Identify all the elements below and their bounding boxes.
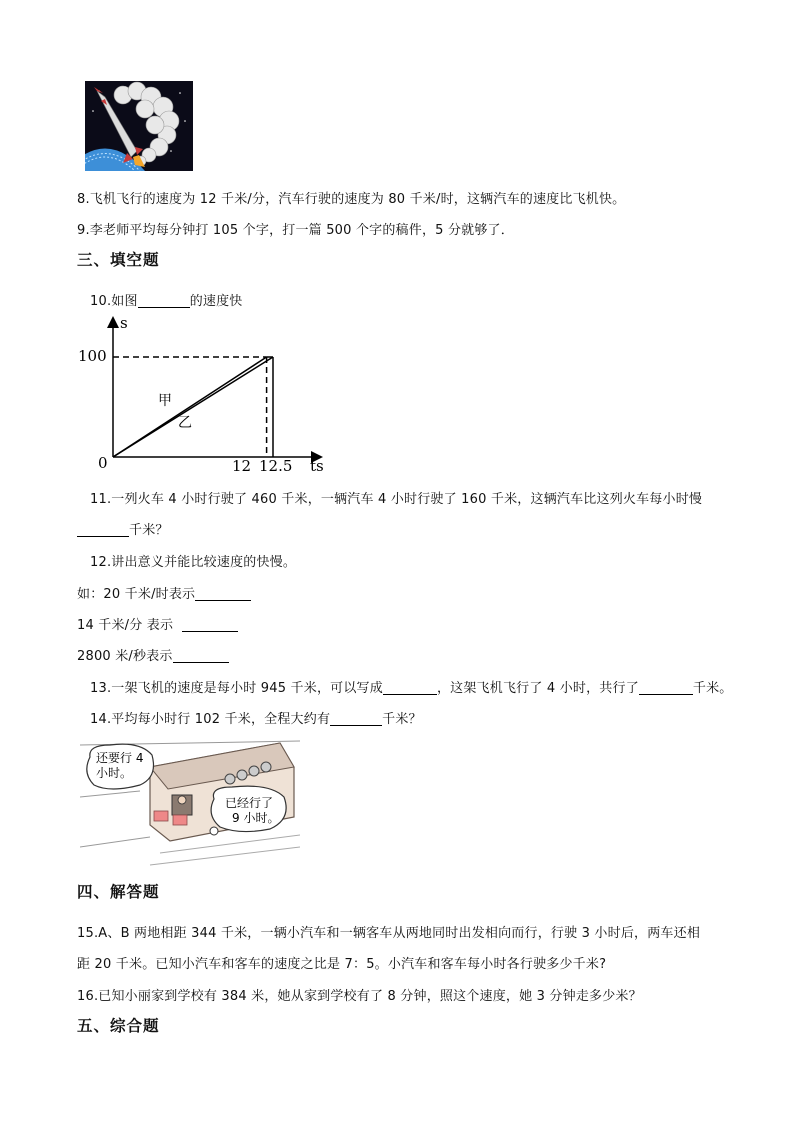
x-axis-label: ts bbox=[310, 457, 324, 475]
section-4-heading: 四、解答题 bbox=[77, 883, 160, 901]
q11-suffix: 千米？ bbox=[129, 523, 169, 538]
y-axis-label: s bbox=[120, 314, 128, 332]
q12-c-text: 2800 米/秒表示 bbox=[77, 649, 173, 664]
question-15-line2: 距 20 千米。已知小汽车和客车的速度之比是 7：5。小汽车和客车每小时各行驶多少千米? bbox=[77, 957, 607, 972]
q10-prefix: 10.如图 bbox=[90, 294, 138, 309]
q12-b-text: 14 千米/分 表示 bbox=[77, 618, 178, 633]
answer-blank[interactable] bbox=[77, 522, 129, 537]
answer-blank[interactable] bbox=[330, 711, 382, 726]
section-3-heading: 三、填空题 bbox=[77, 251, 160, 269]
question-8: 8.飞机飞行的速度为 12 千米/分，汽车行驶的速度为 80 千米/时，这辆汽车的速度比飞机快。 bbox=[77, 192, 626, 207]
question-12-c bbox=[77, 645, 229, 664]
q13-middle: ，这架飞机飞行了 4 小时，共行了 bbox=[436, 681, 639, 696]
question-12-b bbox=[77, 614, 238, 633]
x-tick-label-12: 12 bbox=[232, 457, 252, 475]
bubble-2-line1: 已经行了 bbox=[225, 796, 274, 810]
q13-prefix: 13.一架飞机的速度是每小时 945 千米，可以写成 bbox=[90, 681, 383, 696]
distance-time-chart bbox=[78, 313, 338, 478]
q14-prefix: 14.平均每小时行 102 千米，全程大约有 bbox=[90, 712, 331, 727]
y-tick-label: 100 bbox=[78, 347, 107, 365]
question-10 bbox=[90, 290, 243, 309]
bubble-1-line2: 小时。 bbox=[96, 766, 133, 780]
q12-a-text: 如：20 千米/时表示 bbox=[77, 587, 196, 602]
question-12-a bbox=[77, 583, 251, 602]
origin-label: 0 bbox=[98, 454, 108, 472]
answer-blank[interactable] bbox=[639, 680, 693, 695]
answer-blank[interactable] bbox=[195, 586, 251, 601]
q13-suffix: 千米。 bbox=[692, 681, 733, 696]
q14-suffix: 千米？ bbox=[382, 712, 422, 727]
question-11-line1: 11.一列火车 4 小时行驶了 460 千米，一辆汽车 4 小时行驶了 160 千米，这辆汽车比这列火车每小时慢 bbox=[90, 492, 703, 507]
x-tick-label-12.5: 12.5 bbox=[259, 457, 293, 475]
answer-blank[interactable] bbox=[182, 617, 238, 632]
series-label-jia: 甲 bbox=[158, 393, 172, 409]
answer-blank[interactable] bbox=[173, 648, 229, 663]
bubble-1-line1: 还要行 4 bbox=[96, 751, 144, 765]
train-illustration bbox=[80, 737, 300, 867]
chart-svg bbox=[78, 313, 338, 478]
q10-suffix: 的速度快 bbox=[189, 294, 243, 309]
question-12-title: 12.讲出意义并能比较速度的快慢。 bbox=[90, 555, 297, 570]
question-14 bbox=[90, 708, 422, 727]
rocket-image bbox=[85, 81, 193, 171]
series-line-yi bbox=[113, 357, 273, 457]
question-11-line2 bbox=[77, 519, 169, 538]
question-16: 16.已知小丽家到学校有 384 米，她从家到学校有了 8 分钟，照这个速度，她 3 分钟走多少米？ bbox=[77, 989, 642, 1004]
section-5-heading: 五、综合题 bbox=[77, 1017, 160, 1035]
question-9: 9.李老师平均每分钟打 105 个字，打一篇 500 个字的稿件，5 分就够了． bbox=[77, 223, 514, 238]
question-13 bbox=[90, 677, 733, 696]
series-label-yi: 乙 bbox=[178, 415, 192, 431]
answer-blank[interactable] bbox=[383, 680, 437, 695]
bubble-2-line2: 9 小时。 bbox=[232, 811, 280, 825]
answer-blank[interactable] bbox=[138, 293, 190, 308]
question-15-line1: 15.A、B 两地相距 344 千米，一辆小汽车和一辆客车从两地同时出发相向而行，行驶 3 小时后，两车还相 bbox=[77, 926, 701, 941]
